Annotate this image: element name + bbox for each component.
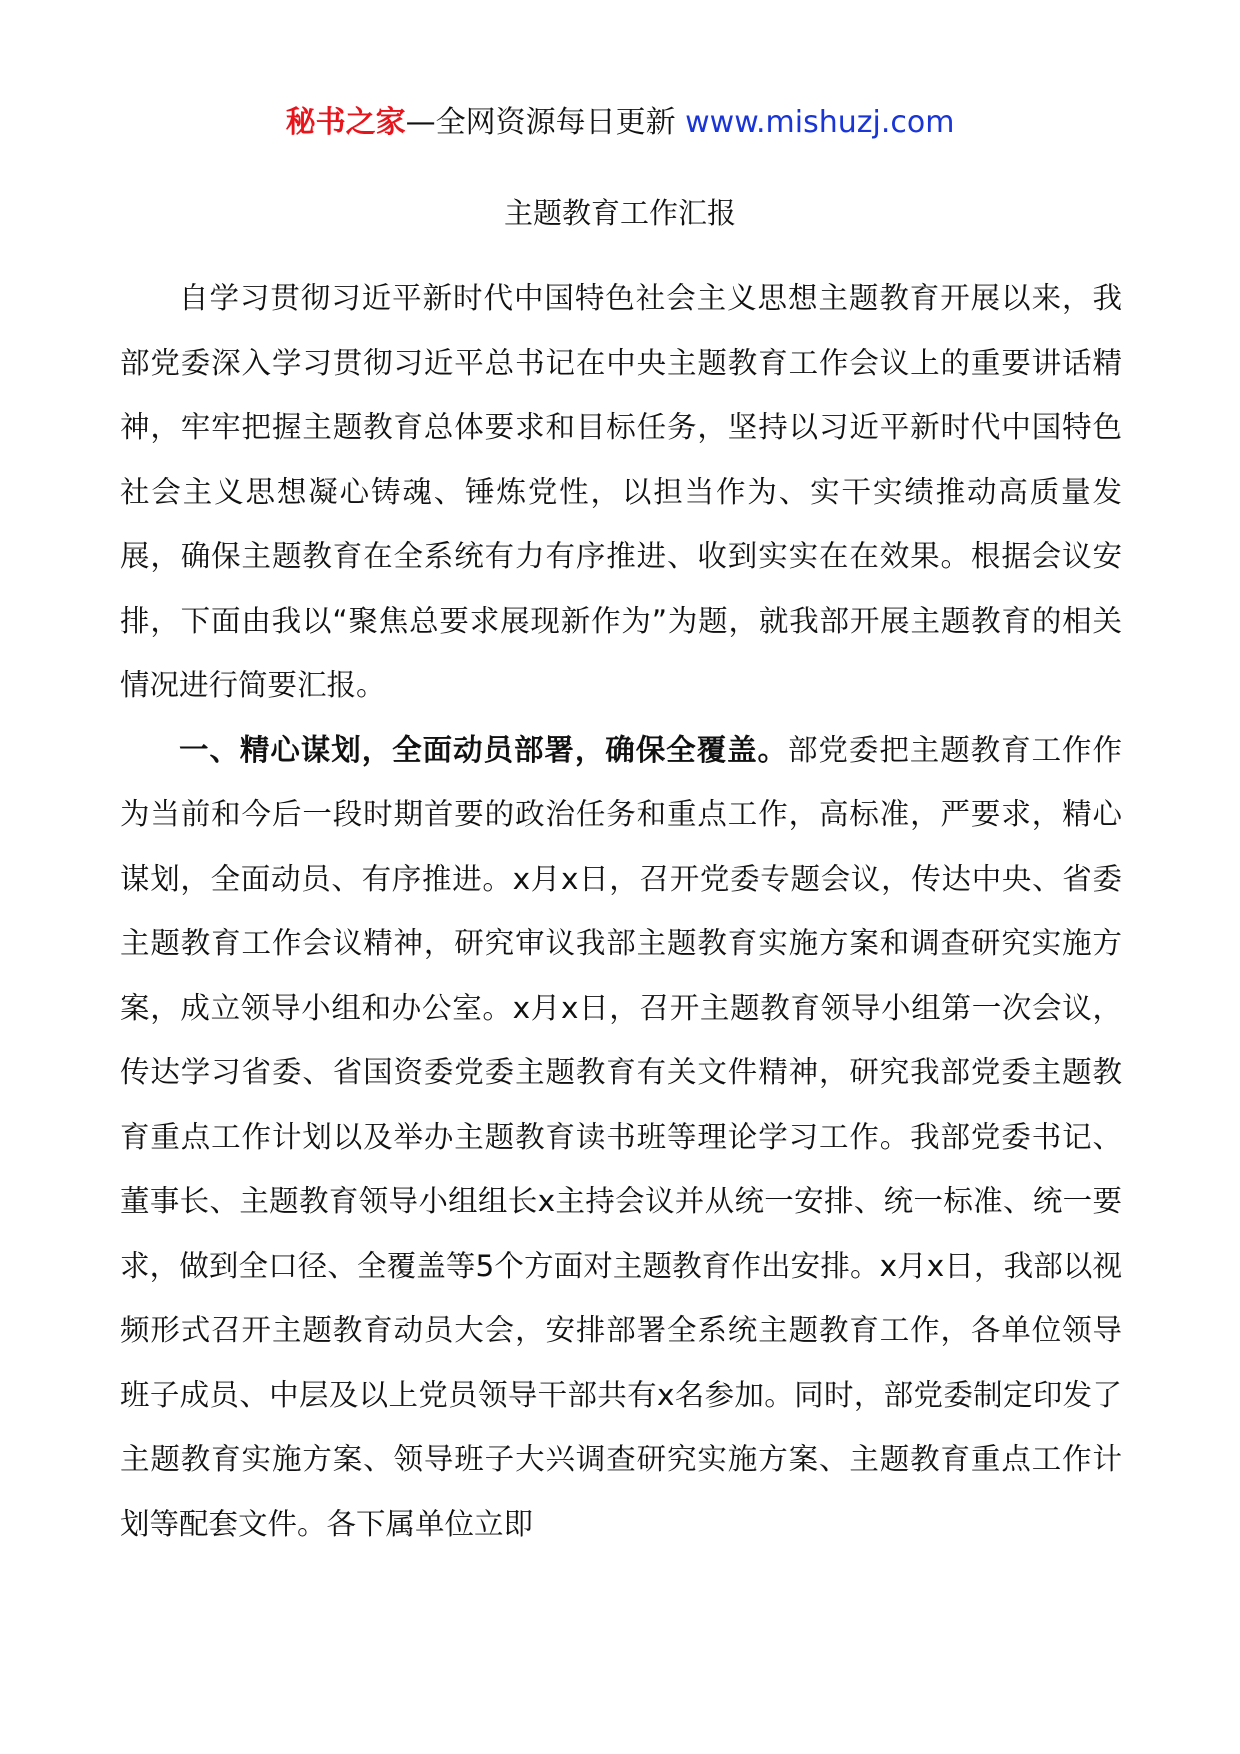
paragraph-intro (120, 266, 1122, 718)
paragraph-text: 自学习贯彻习近平新时代中国特色社会主义思想主题教育开展以来，我部党委深入学习贯彻习近平总书记在中央主题教育工作会议上的重要讲话精神，牢牢把握主题教育总体要求和目标任务，坚持以习近平新时代中国特色社会主义思想凝心铸魂、锤炼党性，以担当作为、实干实绩推动高质量发展，确保主题教育在全系统有力有序推进、收到实实在在效果。根据会议安排，下面由我以“聚焦总要求展现新作为”为题，就我部开展主题教育的相关情况进行简要汇报。 (120, 281, 1122, 702)
paragraph-section-one (120, 718, 1122, 1557)
site-url-link[interactable]: www.mishuzj.com (685, 105, 955, 140)
site-header (0, 98, 1240, 148)
document-title: 主题教育工作汇报 (503, 196, 736, 230)
document-body (120, 266, 1122, 1556)
header-slogan: —全网资源每日更新 (405, 105, 686, 140)
paragraph-text: 部党委把主题教育工作作为当前和今后一段时期首要的政治任务和重点工作，高标准，严要求，精心谋划，全面动员、有序推进。x月x日，召开党委专题会议，传达中央、省委主题教育工作会议精神，研究审议我部主题教育实施方案和调查研究实施方案，成立领导小组和办公室。x月x日，召开主题教育领导小组第一次会议，传达学习省委、省国资委党委主题教育有关文件精神，研究我部党委主题教育重点工作计划以及举办主题教育读书班等理论学习工作。我部党委书记、董事长、主题教育领导小组组长x主持会议并从统一安排、统一标准、统一要求，做到全口径、全覆盖等5个方面对主题教育作出安排。x月x日，我部以视频形式召开主题教育动员大会，安排部署全系统主题教育工作，各单位领导班子成员、中层及以上党员领导干部共有x名参加。同时，部党委制定印发了主题教育实施方案、领导班子大兴调查研究实施方案、主题教育重点工作计划等配套文件。各下属单位立即 (120, 732, 1122, 1541)
brand-name: 秘书之家 (285, 105, 406, 140)
section-heading: 一、精心谋划，全面动员部署，确保全覆盖。 (179, 732, 788, 767)
